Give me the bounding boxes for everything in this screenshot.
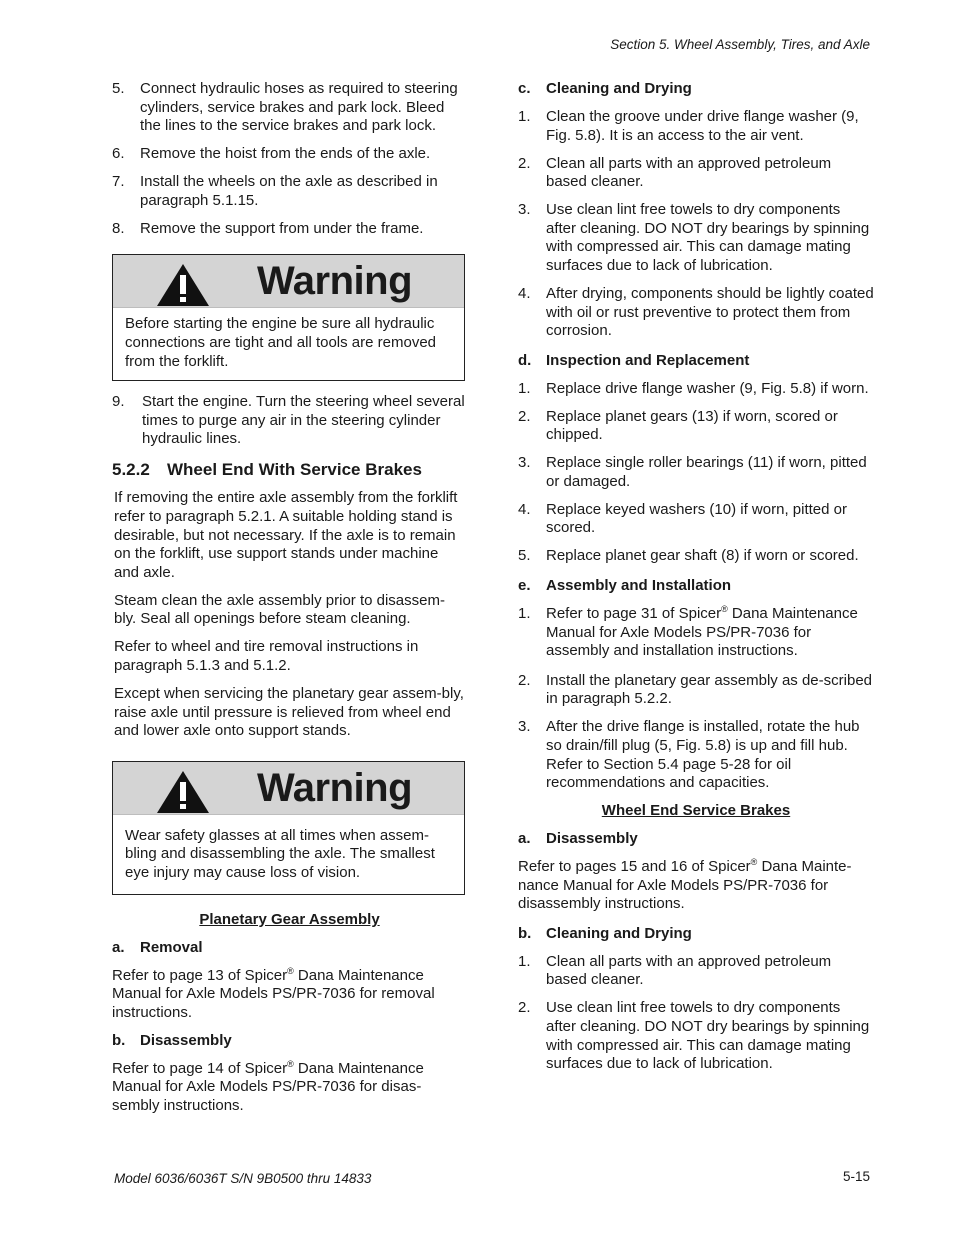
subsection-heading: Wheel End Service Brakes [601,802,791,820]
paragraph: Refer to page 14 of Spicer® Dana Maintenance Manual for Axle Models PS/PR-7036 for disas-sembly instructions. [112,1058,424,1114]
list-item: 9. Start the engine. Turn the steering wheel several times to purge any air in the steering cylinder hydraulic lines. [112,393,465,448]
list-item: 2. Install the planetary gear assembly as de-scribed in paragraph 5.2.2. [518,671,873,708]
warning-title: Warning [257,765,412,810]
step-heading: a. Removal [112,938,203,956]
paragraph: If removing the entire axle assembly from the forklift refer to paragraph 5.2.1. A suitable holding stand is desirable, but not necessary. If the axle is to remain on the forklift, use support stands under machine and axle. [114,489,458,581]
list-item: 3. After the drive flange is installed, rotate the hub so drain/fill plug (5, Fig. 5.8) is up and fill hub. Refer to Section 5.4 page 5-28 for oil recommendations and capacities. [518,718,860,792]
list-item: 4. Replace keyed washers (10) if worn, pitted or scored. [518,500,847,537]
list-item: 3. Replace single roller bearings (11) if worn, pitted or damaged. [518,454,867,490]
section-heading: 5.2.2 Wheel End With Service Brakes [112,459,422,479]
list-item: 2. Use clean lint free towels to dry components after cleaning. DO NOT dry bearings by spinning with compressed air. This can damage mating surfaces due to lack of lubrication. [518,999,870,1073]
paragraph: Refer to pages 15 and 16 of Spicer® Dana Mainte-nance Manual for Axle Models PS/PR-7036 for disassembly instructions. [518,857,852,913]
list-item: 4. After drying, components should be lightly coated with oil or rust preventive to protect them from corrosion. [518,284,874,340]
step-heading: b. Disassembly [112,1031,232,1049]
warning-header [113,255,464,308]
step-heading: a. Disassembly [518,830,638,848]
warning-title: Warning [257,259,412,304]
list-item: 5. Replace planet gear shaft (8) if worn or scored. [518,547,859,565]
page-header: Section 5. Wheel Assembly, Tires, and Axle [610,37,870,52]
warning-triangle-icon [157,264,209,306]
warning-box [112,254,465,381]
step-heading: d. Inspection and Replacement [518,351,750,369]
paragraph: Steam clean the axle assembly prior to disassem-bly. Seal all openings before steam cleaning. [114,591,445,628]
list-item: 1. Clean the groove under drive flange washer (9, Fig. 5.8). It is an access to the air vent. [518,107,859,144]
paragraph: Refer to page 13 of Spicer® Dana Maintenance Manual for Axle Models PS/PR-7036 for removal instructions. [112,965,435,1021]
list-item: 8. Remove the support from under the frame. [112,219,424,237]
subsection-heading: Planetary Gear Assembly [199,910,380,928]
footer-model: Model 6036/6036T S/N 9B0500 thru 14833 [114,1171,372,1186]
warning-header [113,762,464,815]
list-item: 3. Use clean lint free towels to dry components after cleaning. DO NOT dry bearings by spinning with compressed air. This can damage mating surfaces due to lack of lubrication. [518,201,870,274]
list-item: 2. Clean all parts with an approved petroleum based cleaner. [518,154,832,191]
list-item: 6. Remove the hoist from the ends of the axle. [112,145,431,163]
step-heading: c. Cleaning and Drying [518,80,692,97]
left-column [112,80,467,1125]
list-item: 5. Connect hydraulic hoses as required to steering cylinders, service brakes and park lock. Bleed the lines to the service brakes and park lock. [112,80,458,135]
list-item: 1. Clean all parts with an approved petroleum based cleaner. [518,952,832,989]
list-item: 1. Replace drive flange washer (9, Fig. 5.8) if worn. [518,379,869,397]
warning-box [112,761,465,895]
warning-text: Before starting the engine be sure all hydraulic connections are tight and all tools are removed from the forklift. [125,315,437,370]
paragraph: Except when servicing the planetary gear assem-bly, raise axle until pressure is relieved from wheel end and lower axle onto support stands. [114,685,464,740]
step-heading: b. Cleaning and Drying [518,924,692,942]
paragraph: Refer to wheel and tire removal instructions in paragraph 5.1.3 and 5.1.2. [114,638,419,675]
list-item: 2. Replace planet gears (13) if worn, scored or chipped. [518,407,838,444]
step-heading: e. Assembly and Installation [518,576,732,594]
warning-triangle-icon [157,771,209,813]
right-column [518,80,874,1083]
list-item: 1. Refer to page 31 of Spicer® Dana Maintenance Manual for Axle Models PS/PR-7036 for assembly and installation instructions. [518,603,858,660]
page-number: 5-15 [842,1169,870,1184]
warning-text: Wear safety glasses at all times when assem-bling and disassembling the axle. The smallest eye injury may cause loss of vision. [125,826,435,881]
list-item: 7. Install the wheels on the axle as described in paragraph 5.1.15. [112,173,438,209]
